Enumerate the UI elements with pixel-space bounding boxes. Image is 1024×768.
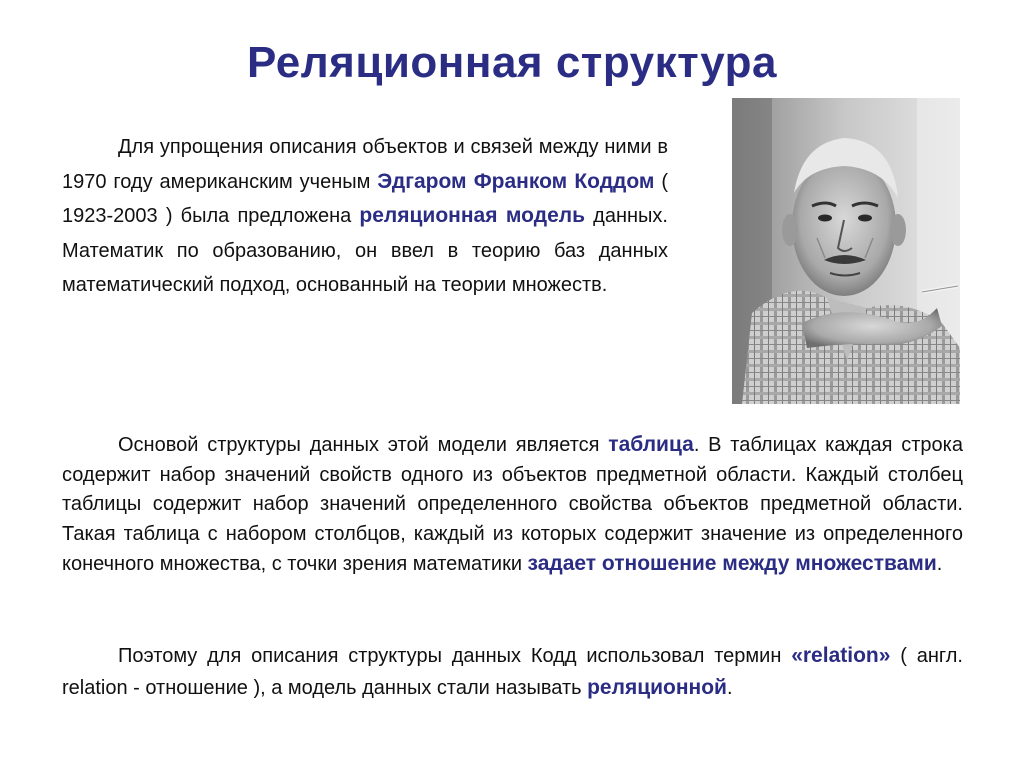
relation-definition: задает отношение между множествами — [527, 552, 937, 575]
table-text-3: . — [936, 553, 943, 575]
intro-paragraph — [62, 130, 668, 303]
relation-paragraph — [62, 640, 963, 704]
relational-term: реляционной — [587, 676, 727, 699]
table-text-2: . В таблицах каждая строка содержит набор значений свойств одного из объектов предметной области. Каждый столбец таблицы содержит набор значений определенного свойства объектов предметной области. Такая таблица с набором столбцов, каждый из которых содержит значение из определенного конечного множества, с точки зрения математики — [62, 434, 963, 575]
intro-text-2: ( 1923-2003 ) была предложена — [62, 170, 668, 227]
table-paragraph — [62, 430, 963, 580]
intro-text-1: Для упрощения описания объектов и связей между ними в 1970 году американским ученым — [62, 136, 668, 193]
relation-text-3: . — [726, 677, 733, 699]
codd-portrait — [732, 98, 960, 404]
codd-name: Эдгаром Франком Коддом — [377, 169, 655, 193]
relation-text-1: Поэтому для описания структуры данных Кодд использовал термин — [118, 645, 792, 667]
table-text-1: Основой структуры данных этой модели является — [118, 434, 609, 456]
relational-model-term: реляционная модель — [359, 204, 585, 227]
table-term: таблица — [608, 433, 694, 456]
slide-title: Реляционная структура — [246, 38, 778, 87]
relation-text-2: ( англ. relation - отношение ), а модель данных стали называть — [62, 645, 963, 699]
relation-term: «relation» — [791, 644, 891, 667]
intro-text-3: данных. Математик по образованию, он ввел в теорию баз данных математический подход, основанный на теории множеств. — [62, 205, 668, 296]
